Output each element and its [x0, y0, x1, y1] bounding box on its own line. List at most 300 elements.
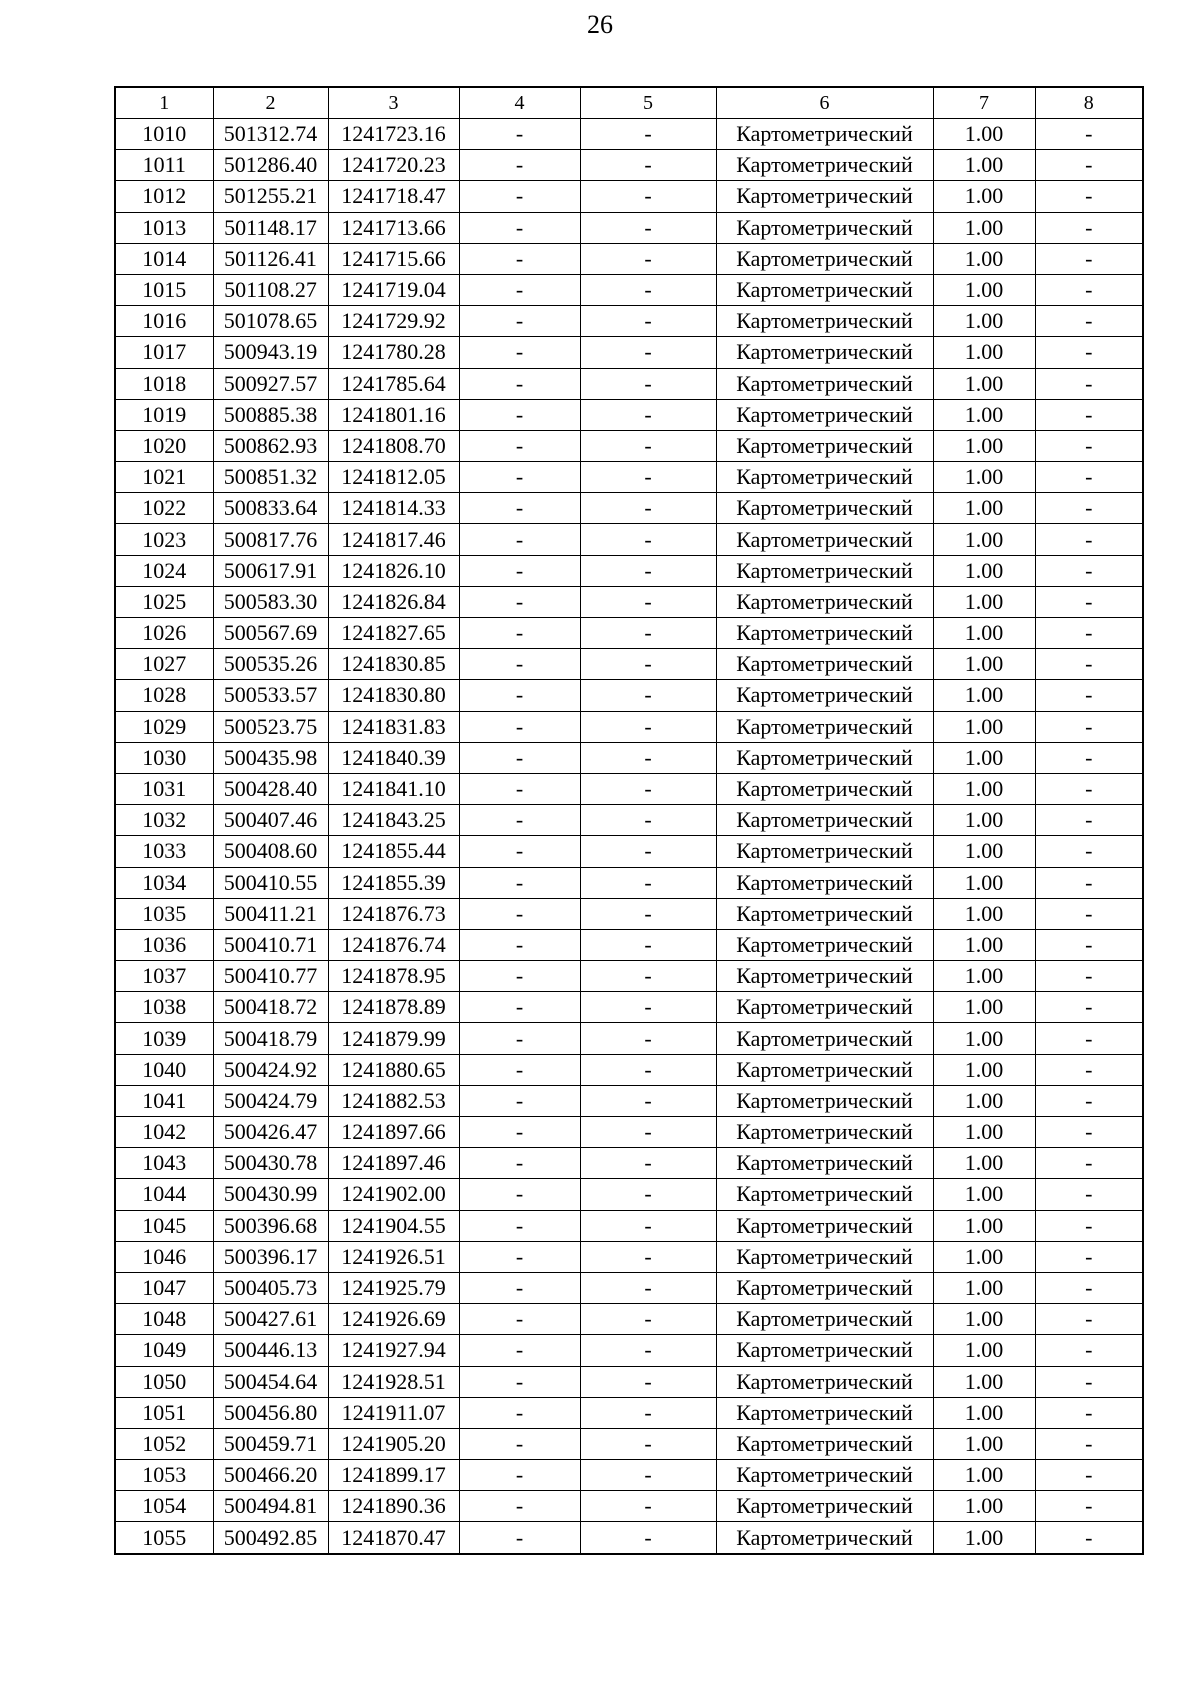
method-cell: Картометрический [716, 929, 933, 960]
table-row [115, 555, 1143, 586]
column-8-cell: - [1035, 555, 1143, 586]
column-5-cell: - [580, 1117, 716, 1148]
accuracy-cell: 1.00 [933, 618, 1035, 649]
y-coordinate-cell: 1241801.16 [328, 399, 459, 430]
column-5-cell: - [580, 773, 716, 804]
method-cell: Картометрический [716, 680, 933, 711]
method-cell: Картометрический [716, 773, 933, 804]
column-8-cell: - [1035, 586, 1143, 617]
column-5-cell: - [580, 1054, 716, 1085]
column-4-cell: - [459, 680, 580, 711]
point-number-cell: 1024 [115, 555, 213, 586]
column-5-cell: - [580, 493, 716, 524]
column-8-cell: - [1035, 1335, 1143, 1366]
column-5-cell: - [580, 742, 716, 773]
column-4-cell: - [459, 867, 580, 898]
accuracy-cell: 1.00 [933, 243, 1035, 274]
table-row [115, 181, 1143, 212]
method-cell: Картометрический [716, 1397, 933, 1428]
table-row [115, 1522, 1143, 1554]
accuracy-cell: 1.00 [933, 1148, 1035, 1179]
y-coordinate-cell: 1241713.66 [328, 212, 459, 243]
y-coordinate-cell: 1241814.33 [328, 493, 459, 524]
column-4-cell: - [459, 1023, 580, 1054]
table-row [115, 1179, 1143, 1210]
accuracy-cell: 1.00 [933, 1397, 1035, 1428]
column-4-cell: - [459, 368, 580, 399]
accuracy-cell: 1.00 [933, 961, 1035, 992]
column-5-cell: - [580, 1241, 716, 1272]
accuracy-cell: 1.00 [933, 649, 1035, 680]
accuracy-cell: 1.00 [933, 306, 1035, 337]
method-cell: Картометрический [716, 1023, 933, 1054]
table-row [115, 867, 1143, 898]
point-number-cell: 1027 [115, 649, 213, 680]
table-row [115, 586, 1143, 617]
table-row [115, 1491, 1143, 1522]
column-4-cell: - [459, 929, 580, 960]
y-coordinate-cell: 1241878.95 [328, 961, 459, 992]
y-coordinate-cell: 1241855.44 [328, 836, 459, 867]
column-8-cell: - [1035, 805, 1143, 836]
method-cell: Картометрический [716, 181, 933, 212]
y-coordinate-cell: 1241812.05 [328, 462, 459, 493]
column-8-cell: - [1035, 898, 1143, 929]
x-coordinate-cell: 500396.68 [213, 1210, 328, 1241]
column-5-cell: - [580, 337, 716, 368]
column-4-cell: - [459, 430, 580, 461]
x-coordinate-cell: 500446.13 [213, 1335, 328, 1366]
y-coordinate-cell: 1241841.10 [328, 773, 459, 804]
column-8-cell: - [1035, 212, 1143, 243]
x-coordinate-cell: 500407.46 [213, 805, 328, 836]
column-5-cell: - [580, 649, 716, 680]
x-coordinate-cell: 500851.32 [213, 462, 328, 493]
column-8-cell: - [1035, 1491, 1143, 1522]
point-number-cell: 1047 [115, 1272, 213, 1303]
table-row [115, 929, 1143, 960]
column-5-cell: - [580, 1179, 716, 1210]
column-8-cell: - [1035, 961, 1143, 992]
y-coordinate-cell: 1241899.17 [328, 1460, 459, 1491]
column-header: 8 [1035, 87, 1143, 119]
accuracy-cell: 1.00 [933, 1522, 1035, 1554]
column-5-cell: - [580, 243, 716, 274]
point-number-cell: 1022 [115, 493, 213, 524]
accuracy-cell: 1.00 [933, 399, 1035, 430]
method-cell: Картометрический [716, 1210, 933, 1241]
coordinates-table [114, 86, 1144, 1555]
x-coordinate-cell: 500426.47 [213, 1117, 328, 1148]
column-5-cell: - [580, 586, 716, 617]
method-cell: Картометрический [716, 337, 933, 368]
table-row [115, 1304, 1143, 1335]
point-number-cell: 1019 [115, 399, 213, 430]
accuracy-cell: 1.00 [933, 493, 1035, 524]
table-row [115, 243, 1143, 274]
table-row [115, 212, 1143, 243]
point-number-cell: 1055 [115, 1522, 213, 1554]
accuracy-cell: 1.00 [933, 1023, 1035, 1054]
point-number-cell: 1031 [115, 773, 213, 804]
x-coordinate-cell: 500411.21 [213, 898, 328, 929]
y-coordinate-cell: 1241831.83 [328, 711, 459, 742]
x-coordinate-cell: 500927.57 [213, 368, 328, 399]
point-number-cell: 1035 [115, 898, 213, 929]
column-8-cell: - [1035, 867, 1143, 898]
accuracy-cell: 1.00 [933, 524, 1035, 555]
column-4-cell: - [459, 119, 580, 150]
table-row [115, 773, 1143, 804]
x-coordinate-cell: 501108.27 [213, 274, 328, 305]
column-5-cell: - [580, 430, 716, 461]
method-cell: Картометрический [716, 742, 933, 773]
y-coordinate-cell: 1241826.10 [328, 555, 459, 586]
x-coordinate-cell: 500418.79 [213, 1023, 328, 1054]
y-coordinate-cell: 1241826.84 [328, 586, 459, 617]
x-coordinate-cell: 500405.73 [213, 1272, 328, 1303]
accuracy-cell: 1.00 [933, 742, 1035, 773]
column-4-cell: - [459, 1148, 580, 1179]
x-coordinate-cell: 500494.81 [213, 1491, 328, 1522]
point-number-cell: 1014 [115, 243, 213, 274]
column-8-cell: - [1035, 524, 1143, 555]
column-4-cell: - [459, 1366, 580, 1397]
column-4-cell: - [459, 1085, 580, 1116]
x-coordinate-cell: 501255.21 [213, 181, 328, 212]
column-8-cell: - [1035, 1117, 1143, 1148]
table-row [115, 1241, 1143, 1272]
column-4-cell: - [459, 649, 580, 680]
accuracy-cell: 1.00 [933, 274, 1035, 305]
column-4-cell: - [459, 773, 580, 804]
column-4-cell: - [459, 462, 580, 493]
y-coordinate-cell: 1241927.94 [328, 1335, 459, 1366]
point-number-cell: 1025 [115, 586, 213, 617]
accuracy-cell: 1.00 [933, 368, 1035, 399]
point-number-cell: 1036 [115, 929, 213, 960]
x-coordinate-cell: 500535.26 [213, 649, 328, 680]
method-cell: Картометрический [716, 306, 933, 337]
column-8-cell: - [1035, 1210, 1143, 1241]
column-8-cell: - [1035, 430, 1143, 461]
column-8-cell: - [1035, 493, 1143, 524]
point-number-cell: 1017 [115, 337, 213, 368]
table-row [115, 462, 1143, 493]
column-5-cell: - [580, 711, 716, 742]
point-number-cell: 1046 [115, 1241, 213, 1272]
column-4-cell: - [459, 1054, 580, 1085]
column-8-cell: - [1035, 1428, 1143, 1459]
table-body [115, 119, 1143, 1554]
y-coordinate-cell: 1241827.65 [328, 618, 459, 649]
method-cell: Картометрический [716, 992, 933, 1023]
column-4-cell: - [459, 836, 580, 867]
y-coordinate-cell: 1241718.47 [328, 181, 459, 212]
column-5-cell: - [580, 274, 716, 305]
accuracy-cell: 1.00 [933, 1366, 1035, 1397]
method-cell: Картометрический [716, 711, 933, 742]
column-5-cell: - [580, 212, 716, 243]
y-coordinate-cell: 1241723.16 [328, 119, 459, 150]
column-4-cell: - [459, 555, 580, 586]
table-row [115, 1335, 1143, 1366]
y-coordinate-cell: 1241843.25 [328, 805, 459, 836]
method-cell: Картометрический [716, 1148, 933, 1179]
x-coordinate-cell: 500833.64 [213, 493, 328, 524]
method-cell: Картометрический [716, 212, 933, 243]
method-cell: Картометрический [716, 867, 933, 898]
table-row [115, 1460, 1143, 1491]
x-coordinate-cell: 500567.69 [213, 618, 328, 649]
x-coordinate-cell: 500435.98 [213, 742, 328, 773]
accuracy-cell: 1.00 [933, 1335, 1035, 1366]
point-number-cell: 1023 [115, 524, 213, 555]
method-cell: Картометрический [716, 1117, 933, 1148]
method-cell: Картометрический [716, 1054, 933, 1085]
column-4-cell: - [459, 1460, 580, 1491]
x-coordinate-cell: 500459.71 [213, 1428, 328, 1459]
accuracy-cell: 1.00 [933, 1460, 1035, 1491]
column-8-cell: - [1035, 243, 1143, 274]
point-number-cell: 1040 [115, 1054, 213, 1085]
column-5-cell: - [580, 1366, 716, 1397]
x-coordinate-cell: 500523.75 [213, 711, 328, 742]
column-4-cell: - [459, 337, 580, 368]
column-4-cell: - [459, 1179, 580, 1210]
column-5-cell: - [580, 929, 716, 960]
accuracy-cell: 1.00 [933, 898, 1035, 929]
method-cell: Картометрический [716, 1522, 933, 1554]
y-coordinate-cell: 1241882.53 [328, 1085, 459, 1116]
column-8-cell: - [1035, 1179, 1143, 1210]
y-coordinate-cell: 1241719.04 [328, 274, 459, 305]
column-5-cell: - [580, 1210, 716, 1241]
accuracy-cell: 1.00 [933, 1241, 1035, 1272]
y-coordinate-cell: 1241729.92 [328, 306, 459, 337]
point-number-cell: 1039 [115, 1023, 213, 1054]
table-row [115, 1023, 1143, 1054]
column-5-cell: - [580, 1085, 716, 1116]
accuracy-cell: 1.00 [933, 1179, 1035, 1210]
column-5-cell: - [580, 1460, 716, 1491]
accuracy-cell: 1.00 [933, 555, 1035, 586]
column-header: 1 [115, 87, 213, 119]
x-coordinate-cell: 500454.64 [213, 1366, 328, 1397]
x-coordinate-cell: 500862.93 [213, 430, 328, 461]
column-5-cell: - [580, 805, 716, 836]
accuracy-cell: 1.00 [933, 212, 1035, 243]
column-8-cell: - [1035, 1272, 1143, 1303]
x-coordinate-cell: 500424.79 [213, 1085, 328, 1116]
table-row [115, 1117, 1143, 1148]
column-5-cell: - [580, 1522, 716, 1554]
column-8-cell: - [1035, 1460, 1143, 1491]
accuracy-cell: 1.00 [933, 1428, 1035, 1459]
y-coordinate-cell: 1241911.07 [328, 1397, 459, 1428]
method-cell: Картометрический [716, 836, 933, 867]
accuracy-cell: 1.00 [933, 337, 1035, 368]
accuracy-cell: 1.00 [933, 773, 1035, 804]
column-5-cell: - [580, 1491, 716, 1522]
column-8-cell: - [1035, 618, 1143, 649]
x-coordinate-cell: 501312.74 [213, 119, 328, 150]
column-4-cell: - [459, 1491, 580, 1522]
x-coordinate-cell: 500456.80 [213, 1397, 328, 1428]
column-4-cell: - [459, 618, 580, 649]
table-header-row [115, 87, 1143, 119]
table-row [115, 274, 1143, 305]
method-cell: Картометрический [716, 274, 933, 305]
x-coordinate-cell: 500430.78 [213, 1148, 328, 1179]
column-4-cell: - [459, 306, 580, 337]
y-coordinate-cell: 1241780.28 [328, 337, 459, 368]
accuracy-cell: 1.00 [933, 1054, 1035, 1085]
point-number-cell: 1044 [115, 1179, 213, 1210]
table-row [115, 649, 1143, 680]
y-coordinate-cell: 1241905.20 [328, 1428, 459, 1459]
column-8-cell: - [1035, 649, 1143, 680]
column-4-cell: - [459, 992, 580, 1023]
x-coordinate-cell: 501078.65 [213, 306, 328, 337]
table-row [115, 742, 1143, 773]
y-coordinate-cell: 1241876.74 [328, 929, 459, 960]
column-4-cell: - [459, 1210, 580, 1241]
point-number-cell: 1032 [115, 805, 213, 836]
column-8-cell: - [1035, 1304, 1143, 1335]
column-8-cell: - [1035, 462, 1143, 493]
point-number-cell: 1012 [115, 181, 213, 212]
accuracy-cell: 1.00 [933, 430, 1035, 461]
column-8-cell: - [1035, 1085, 1143, 1116]
table-row [115, 399, 1143, 430]
point-number-cell: 1010 [115, 119, 213, 150]
column-5-cell: - [580, 867, 716, 898]
table-row [115, 1054, 1143, 1085]
y-coordinate-cell: 1241925.79 [328, 1272, 459, 1303]
column-5-cell: - [580, 399, 716, 430]
column-5-cell: - [580, 150, 716, 181]
column-4-cell: - [459, 805, 580, 836]
table-row [115, 306, 1143, 337]
y-coordinate-cell: 1241879.99 [328, 1023, 459, 1054]
method-cell: Картометрический [716, 805, 933, 836]
point-number-cell: 1026 [115, 618, 213, 649]
x-coordinate-cell: 500428.40 [213, 773, 328, 804]
point-number-cell: 1021 [115, 462, 213, 493]
x-coordinate-cell: 500427.61 [213, 1304, 328, 1335]
method-cell: Картометрический [716, 555, 933, 586]
y-coordinate-cell: 1241880.65 [328, 1054, 459, 1085]
table-row [115, 1272, 1143, 1303]
table-row [115, 961, 1143, 992]
accuracy-cell: 1.00 [933, 867, 1035, 898]
x-coordinate-cell: 501126.41 [213, 243, 328, 274]
accuracy-cell: 1.00 [933, 181, 1035, 212]
x-coordinate-cell: 500492.85 [213, 1522, 328, 1554]
column-5-cell: - [580, 1148, 716, 1179]
x-coordinate-cell: 500396.17 [213, 1241, 328, 1272]
table-row [115, 1210, 1143, 1241]
point-number-cell: 1043 [115, 1148, 213, 1179]
y-coordinate-cell: 1241897.66 [328, 1117, 459, 1148]
point-number-cell: 1053 [115, 1460, 213, 1491]
table-row [115, 1397, 1143, 1428]
table-row [115, 992, 1143, 1023]
column-5-cell: - [580, 1272, 716, 1303]
column-5-cell: - [580, 1428, 716, 1459]
accuracy-cell: 1.00 [933, 119, 1035, 150]
page-number: 26 [587, 10, 613, 39]
y-coordinate-cell: 1241785.64 [328, 368, 459, 399]
column-4-cell: - [459, 586, 580, 617]
method-cell: Картометрический [716, 1304, 933, 1335]
column-5-cell: - [580, 1335, 716, 1366]
column-8-cell: - [1035, 399, 1143, 430]
accuracy-cell: 1.00 [933, 929, 1035, 960]
column-8-cell: - [1035, 1522, 1143, 1554]
x-coordinate-cell: 500408.60 [213, 836, 328, 867]
point-number-cell: 1028 [115, 680, 213, 711]
x-coordinate-cell: 500430.99 [213, 1179, 328, 1210]
method-cell: Картометрический [716, 1335, 933, 1366]
table-row [115, 680, 1143, 711]
column-header: 4 [459, 87, 580, 119]
table-row [115, 337, 1143, 368]
point-number-cell: 1045 [115, 1210, 213, 1241]
method-cell: Картометрический [716, 1491, 933, 1522]
column-8-cell: - [1035, 306, 1143, 337]
column-4-cell: - [459, 1304, 580, 1335]
method-cell: Картометрический [716, 1179, 933, 1210]
column-5-cell: - [580, 1397, 716, 1428]
point-number-cell: 1033 [115, 836, 213, 867]
column-4-cell: - [459, 1335, 580, 1366]
column-5-cell: - [580, 555, 716, 586]
point-number-cell: 1029 [115, 711, 213, 742]
column-4-cell: - [459, 399, 580, 430]
column-5-cell: - [580, 618, 716, 649]
method-cell: Картометрический [716, 898, 933, 929]
accuracy-cell: 1.00 [933, 805, 1035, 836]
column-4-cell: - [459, 1241, 580, 1272]
point-number-cell: 1052 [115, 1428, 213, 1459]
table-row [115, 711, 1143, 742]
accuracy-cell: 1.00 [933, 680, 1035, 711]
column-5-cell: - [580, 680, 716, 711]
column-4-cell: - [459, 524, 580, 555]
table-row [115, 1148, 1143, 1179]
column-8-cell: - [1035, 1054, 1143, 1085]
method-cell: Картометрический [716, 1460, 933, 1491]
table-row [115, 368, 1143, 399]
method-cell: Картометрический [716, 1272, 933, 1303]
column-8-cell: - [1035, 1023, 1143, 1054]
column-5-cell: - [580, 1023, 716, 1054]
x-coordinate-cell: 500817.76 [213, 524, 328, 555]
column-5-cell: - [580, 836, 716, 867]
column-5-cell: - [580, 181, 716, 212]
column-8-cell: - [1035, 742, 1143, 773]
method-cell: Картометрический [716, 119, 933, 150]
y-coordinate-cell: 1241926.69 [328, 1304, 459, 1335]
point-number-cell: 1030 [115, 742, 213, 773]
column-8-cell: - [1035, 1148, 1143, 1179]
column-5-cell: - [580, 368, 716, 399]
x-coordinate-cell: 500943.19 [213, 337, 328, 368]
accuracy-cell: 1.00 [933, 1085, 1035, 1116]
column-4-cell: - [459, 1117, 580, 1148]
